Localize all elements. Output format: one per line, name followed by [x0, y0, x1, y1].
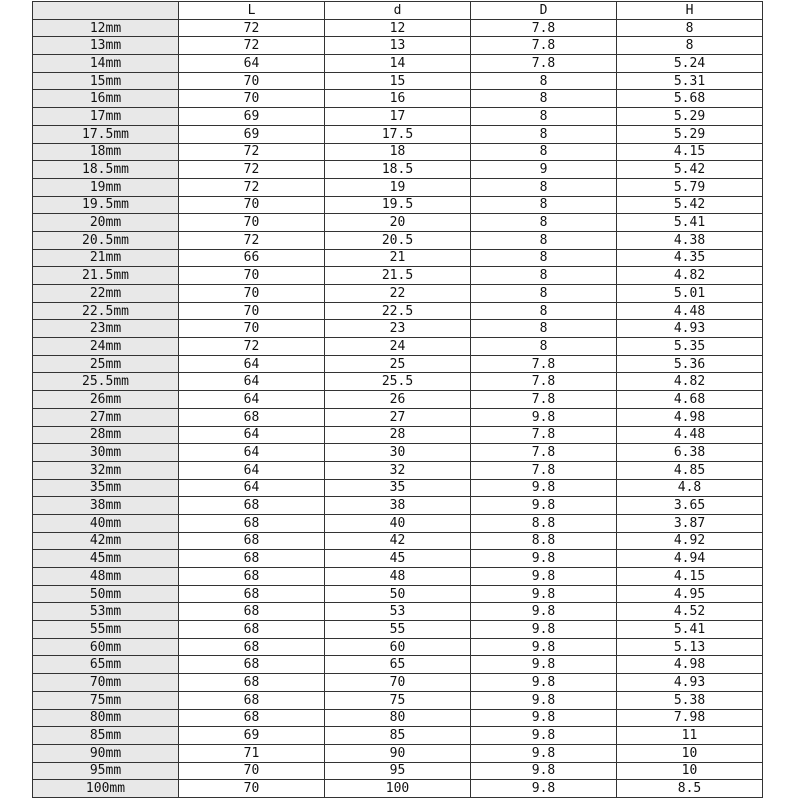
- size-cell: 17mm: [33, 108, 179, 126]
- d-large-cell: 7.8: [471, 19, 617, 37]
- d-small-cell: 24: [325, 338, 471, 356]
- d-small-cell: 22: [325, 285, 471, 303]
- h-cell: 4.68: [617, 391, 763, 409]
- d-large-cell: 9.8: [471, 479, 617, 497]
- l-cell: 64: [179, 391, 325, 409]
- l-cell: 71: [179, 744, 325, 762]
- l-cell: 68: [179, 603, 325, 621]
- h-cell: 4.82: [617, 267, 763, 285]
- h-cell: 4.8: [617, 479, 763, 497]
- d-large-cell: 8: [471, 320, 617, 338]
- d-small-cell: 20: [325, 214, 471, 232]
- d-small-cell: 75: [325, 691, 471, 709]
- table-row: [33, 532, 763, 550]
- l-cell: 72: [179, 19, 325, 37]
- size-cell: 85mm: [33, 727, 179, 745]
- d-small-cell: 100: [325, 780, 471, 798]
- table-row: [33, 408, 763, 426]
- size-cell: 32mm: [33, 461, 179, 479]
- size-cell: 50mm: [33, 585, 179, 603]
- h-cell: 3.65: [617, 497, 763, 515]
- table-row: [33, 373, 763, 391]
- d-small-cell: 30: [325, 444, 471, 462]
- h-cell: 3.87: [617, 514, 763, 532]
- size-cell: 25.5mm: [33, 373, 179, 391]
- header-row: [33, 2, 763, 20]
- l-cell: 69: [179, 727, 325, 745]
- d-small-cell: 21.5: [325, 267, 471, 285]
- d-large-cell: 9.8: [471, 603, 617, 621]
- table-row: [33, 19, 763, 37]
- h-cell: 4.48: [617, 302, 763, 320]
- table-row: [33, 780, 763, 798]
- size-cell: 25mm: [33, 355, 179, 373]
- h-cell: 4.52: [617, 603, 763, 621]
- d-small-cell: 22.5: [325, 302, 471, 320]
- size-cell: 19mm: [33, 178, 179, 196]
- d-small-cell: 35: [325, 479, 471, 497]
- h-cell: 8: [617, 37, 763, 55]
- d-small-cell: 95: [325, 762, 471, 780]
- table-row: [33, 674, 763, 692]
- size-cell: 28mm: [33, 426, 179, 444]
- d-large-cell: 8: [471, 178, 617, 196]
- d-small-cell: 25: [325, 355, 471, 373]
- header-corner-cell: [33, 2, 179, 20]
- size-cell: 17.5mm: [33, 125, 179, 143]
- l-cell: 68: [179, 638, 325, 656]
- table-row: [33, 108, 763, 126]
- d-large-cell: 9.8: [471, 709, 617, 727]
- size-cell: 38mm: [33, 497, 179, 515]
- d-small-cell: 26: [325, 391, 471, 409]
- table-row: [33, 709, 763, 727]
- d-small-cell: 21: [325, 249, 471, 267]
- h-cell: 6.38: [617, 444, 763, 462]
- d-large-cell: 9.8: [471, 568, 617, 586]
- d-large-cell: 7.8: [471, 355, 617, 373]
- d-small-cell: 25.5: [325, 373, 471, 391]
- table-row: [33, 426, 763, 444]
- d-large-cell: 8: [471, 285, 617, 303]
- l-cell: 72: [179, 37, 325, 55]
- l-cell: 69: [179, 108, 325, 126]
- l-cell: 70: [179, 196, 325, 214]
- size-cell: 27mm: [33, 408, 179, 426]
- l-cell: 72: [179, 143, 325, 161]
- l-cell: 68: [179, 656, 325, 674]
- size-cell: 100mm: [33, 780, 179, 798]
- d-large-cell: 9.8: [471, 497, 617, 515]
- size-cell: 18.5mm: [33, 161, 179, 179]
- table-row: [33, 90, 763, 108]
- table-row: [33, 638, 763, 656]
- table-row: [33, 514, 763, 532]
- d-small-cell: 90: [325, 744, 471, 762]
- h-cell: 5.38: [617, 691, 763, 709]
- table-row: [33, 37, 763, 55]
- d-small-cell: 85: [325, 727, 471, 745]
- h-cell: 4.85: [617, 461, 763, 479]
- h-cell: 4.94: [617, 550, 763, 568]
- l-cell: 70: [179, 302, 325, 320]
- size-cell: 23mm: [33, 320, 179, 338]
- table-row: [33, 621, 763, 639]
- d-small-cell: 70: [325, 674, 471, 692]
- size-cell: 20mm: [33, 214, 179, 232]
- table-row: [33, 461, 763, 479]
- size-cell: 65mm: [33, 656, 179, 674]
- l-cell: 70: [179, 780, 325, 798]
- header-l: L: [179, 2, 325, 20]
- size-cell: 16mm: [33, 90, 179, 108]
- d-small-cell: 27: [325, 408, 471, 426]
- d-large-cell: 7.8: [471, 55, 617, 73]
- d-small-cell: 19.5: [325, 196, 471, 214]
- l-cell: 68: [179, 621, 325, 639]
- size-cell: 18mm: [33, 143, 179, 161]
- header-d-small: d: [325, 2, 471, 20]
- d-large-cell: 8: [471, 231, 617, 249]
- l-cell: 70: [179, 267, 325, 285]
- d-small-cell: 48: [325, 568, 471, 586]
- d-large-cell: 9.8: [471, 780, 617, 798]
- d-large-cell: 7.8: [471, 444, 617, 462]
- header-h: H: [617, 2, 763, 20]
- size-cell: 90mm: [33, 744, 179, 762]
- d-large-cell: 9.8: [471, 727, 617, 745]
- l-cell: 68: [179, 709, 325, 727]
- table-row: [33, 497, 763, 515]
- d-large-cell: 7.8: [471, 426, 617, 444]
- d-large-cell: 9.8: [471, 550, 617, 568]
- table-row: [33, 550, 763, 568]
- size-cell: 95mm: [33, 762, 179, 780]
- table-row: [33, 249, 763, 267]
- d-large-cell: 8: [471, 72, 617, 90]
- table-row: [33, 568, 763, 586]
- table-row: [33, 603, 763, 621]
- h-cell: 4.15: [617, 568, 763, 586]
- d-large-cell: 8: [471, 125, 617, 143]
- table-row: [33, 656, 763, 674]
- d-large-cell: 9.8: [471, 585, 617, 603]
- table-row: [33, 479, 763, 497]
- d-large-cell: 7.8: [471, 373, 617, 391]
- l-cell: 72: [179, 161, 325, 179]
- d-large-cell: 9.8: [471, 656, 617, 674]
- d-large-cell: 8.8: [471, 532, 617, 550]
- table-row: [33, 178, 763, 196]
- d-small-cell: 16: [325, 90, 471, 108]
- d-small-cell: 17: [325, 108, 471, 126]
- l-cell: 68: [179, 514, 325, 532]
- d-large-cell: 8: [471, 108, 617, 126]
- table-row: [33, 727, 763, 745]
- d-large-cell: 9.8: [471, 691, 617, 709]
- h-cell: 4.38: [617, 231, 763, 249]
- h-cell: 5.13: [617, 638, 763, 656]
- size-cell: 26mm: [33, 391, 179, 409]
- l-cell: 68: [179, 497, 325, 515]
- size-cell: 53mm: [33, 603, 179, 621]
- l-cell: 68: [179, 585, 325, 603]
- d-large-cell: 9.8: [471, 674, 617, 692]
- size-cell: 40mm: [33, 514, 179, 532]
- l-cell: 64: [179, 355, 325, 373]
- size-cell: 19.5mm: [33, 196, 179, 214]
- size-cell: 24mm: [33, 338, 179, 356]
- l-cell: 68: [179, 408, 325, 426]
- d-large-cell: 8: [471, 302, 617, 320]
- table-row: [33, 267, 763, 285]
- d-small-cell: 28: [325, 426, 471, 444]
- h-cell: 4.15: [617, 143, 763, 161]
- d-small-cell: 80: [325, 709, 471, 727]
- h-cell: 5.29: [617, 108, 763, 126]
- size-cell: 35mm: [33, 479, 179, 497]
- table-row: [33, 355, 763, 373]
- d-small-cell: 50: [325, 585, 471, 603]
- l-cell: 68: [179, 532, 325, 550]
- size-cell: 70mm: [33, 674, 179, 692]
- d-large-cell: 8: [471, 214, 617, 232]
- header-d-large: D: [471, 2, 617, 20]
- table-row: [33, 338, 763, 356]
- l-cell: 69: [179, 125, 325, 143]
- table-body: [33, 19, 763, 797]
- d-large-cell: 8: [471, 196, 617, 214]
- d-large-cell: 8: [471, 338, 617, 356]
- h-cell: 4.93: [617, 674, 763, 692]
- h-cell: 5.41: [617, 214, 763, 232]
- h-cell: 5.42: [617, 196, 763, 214]
- h-cell: 10: [617, 762, 763, 780]
- size-cell: 22.5mm: [33, 302, 179, 320]
- d-small-cell: 17.5: [325, 125, 471, 143]
- l-cell: 70: [179, 762, 325, 780]
- h-cell: 5.36: [617, 355, 763, 373]
- l-cell: 70: [179, 320, 325, 338]
- table-row: [33, 231, 763, 249]
- size-cell: 60mm: [33, 638, 179, 656]
- size-cell: 22mm: [33, 285, 179, 303]
- table-row: [33, 143, 763, 161]
- size-cell: 12mm: [33, 19, 179, 37]
- h-cell: 4.93: [617, 320, 763, 338]
- d-small-cell: 65: [325, 656, 471, 674]
- d-small-cell: 14: [325, 55, 471, 73]
- h-cell: 4.92: [617, 532, 763, 550]
- table-row: [33, 744, 763, 762]
- table-row: [33, 444, 763, 462]
- d-large-cell: 9: [471, 161, 617, 179]
- d-small-cell: 12: [325, 19, 471, 37]
- l-cell: 64: [179, 426, 325, 444]
- table-row: [33, 161, 763, 179]
- h-cell: 5.41: [617, 621, 763, 639]
- dimension-table: [32, 1, 763, 798]
- l-cell: 70: [179, 90, 325, 108]
- h-cell: 10: [617, 744, 763, 762]
- d-small-cell: 53: [325, 603, 471, 621]
- table-row: [33, 762, 763, 780]
- h-cell: 11: [617, 727, 763, 745]
- size-cell: 80mm: [33, 709, 179, 727]
- d-small-cell: 40: [325, 514, 471, 532]
- d-small-cell: 18.5: [325, 161, 471, 179]
- h-cell: 4.95: [617, 585, 763, 603]
- h-cell: 5.79: [617, 178, 763, 196]
- l-cell: 70: [179, 285, 325, 303]
- d-small-cell: 55: [325, 621, 471, 639]
- size-cell: 20.5mm: [33, 231, 179, 249]
- d-small-cell: 20.5: [325, 231, 471, 249]
- table-row: [33, 196, 763, 214]
- size-cell: 42mm: [33, 532, 179, 550]
- h-cell: 4.98: [617, 656, 763, 674]
- l-cell: 68: [179, 568, 325, 586]
- d-large-cell: 7.8: [471, 461, 617, 479]
- d-small-cell: 13: [325, 37, 471, 55]
- h-cell: 7.98: [617, 709, 763, 727]
- l-cell: 70: [179, 214, 325, 232]
- d-large-cell: 9.8: [471, 621, 617, 639]
- l-cell: 64: [179, 479, 325, 497]
- size-cell: 13mm: [33, 37, 179, 55]
- table-row: [33, 125, 763, 143]
- h-cell: 5.24: [617, 55, 763, 73]
- h-cell: 5.31: [617, 72, 763, 90]
- table-row: [33, 691, 763, 709]
- h-cell: 5.01: [617, 285, 763, 303]
- l-cell: 64: [179, 55, 325, 73]
- h-cell: 4.35: [617, 249, 763, 267]
- size-cell: 21.5mm: [33, 267, 179, 285]
- l-cell: 72: [179, 231, 325, 249]
- h-cell: 5.35: [617, 338, 763, 356]
- d-small-cell: 45: [325, 550, 471, 568]
- d-large-cell: 8: [471, 143, 617, 161]
- table-row: [33, 285, 763, 303]
- size-cell: 45mm: [33, 550, 179, 568]
- size-cell: 55mm: [33, 621, 179, 639]
- d-large-cell: 9.8: [471, 744, 617, 762]
- d-large-cell: 9.8: [471, 638, 617, 656]
- h-cell: 5.68: [617, 90, 763, 108]
- table-row: [33, 585, 763, 603]
- d-small-cell: 42: [325, 532, 471, 550]
- d-small-cell: 60: [325, 638, 471, 656]
- d-small-cell: 38: [325, 497, 471, 515]
- h-cell: 5.42: [617, 161, 763, 179]
- l-cell: 66: [179, 249, 325, 267]
- h-cell: 4.98: [617, 408, 763, 426]
- l-cell: 70: [179, 72, 325, 90]
- l-cell: 64: [179, 444, 325, 462]
- table-row: [33, 55, 763, 73]
- d-large-cell: 8: [471, 267, 617, 285]
- l-cell: 64: [179, 461, 325, 479]
- d-large-cell: 7.8: [471, 391, 617, 409]
- h-cell: 8.5: [617, 780, 763, 798]
- table-row: [33, 302, 763, 320]
- d-large-cell: 9.8: [471, 762, 617, 780]
- d-large-cell: 9.8: [471, 408, 617, 426]
- l-cell: 68: [179, 550, 325, 568]
- d-large-cell: 8: [471, 90, 617, 108]
- table-row: [33, 72, 763, 90]
- d-small-cell: 18: [325, 143, 471, 161]
- l-cell: 68: [179, 674, 325, 692]
- size-cell: 48mm: [33, 568, 179, 586]
- size-cell: 15mm: [33, 72, 179, 90]
- d-small-cell: 32: [325, 461, 471, 479]
- table-row: [33, 214, 763, 232]
- h-cell: 4.48: [617, 426, 763, 444]
- size-cell: 14mm: [33, 55, 179, 73]
- d-large-cell: 8: [471, 249, 617, 267]
- d-large-cell: 7.8: [471, 37, 617, 55]
- l-cell: 68: [179, 691, 325, 709]
- l-cell: 64: [179, 373, 325, 391]
- size-cell: 21mm: [33, 249, 179, 267]
- d-small-cell: 23: [325, 320, 471, 338]
- h-cell: 4.82: [617, 373, 763, 391]
- h-cell: 5.29: [617, 125, 763, 143]
- l-cell: 72: [179, 178, 325, 196]
- table-row: [33, 391, 763, 409]
- l-cell: 72: [179, 338, 325, 356]
- d-large-cell: 8.8: [471, 514, 617, 532]
- d-small-cell: 15: [325, 72, 471, 90]
- size-cell: 30mm: [33, 444, 179, 462]
- h-cell: 8: [617, 19, 763, 37]
- table-row: [33, 320, 763, 338]
- size-cell: 75mm: [33, 691, 179, 709]
- d-small-cell: 19: [325, 178, 471, 196]
